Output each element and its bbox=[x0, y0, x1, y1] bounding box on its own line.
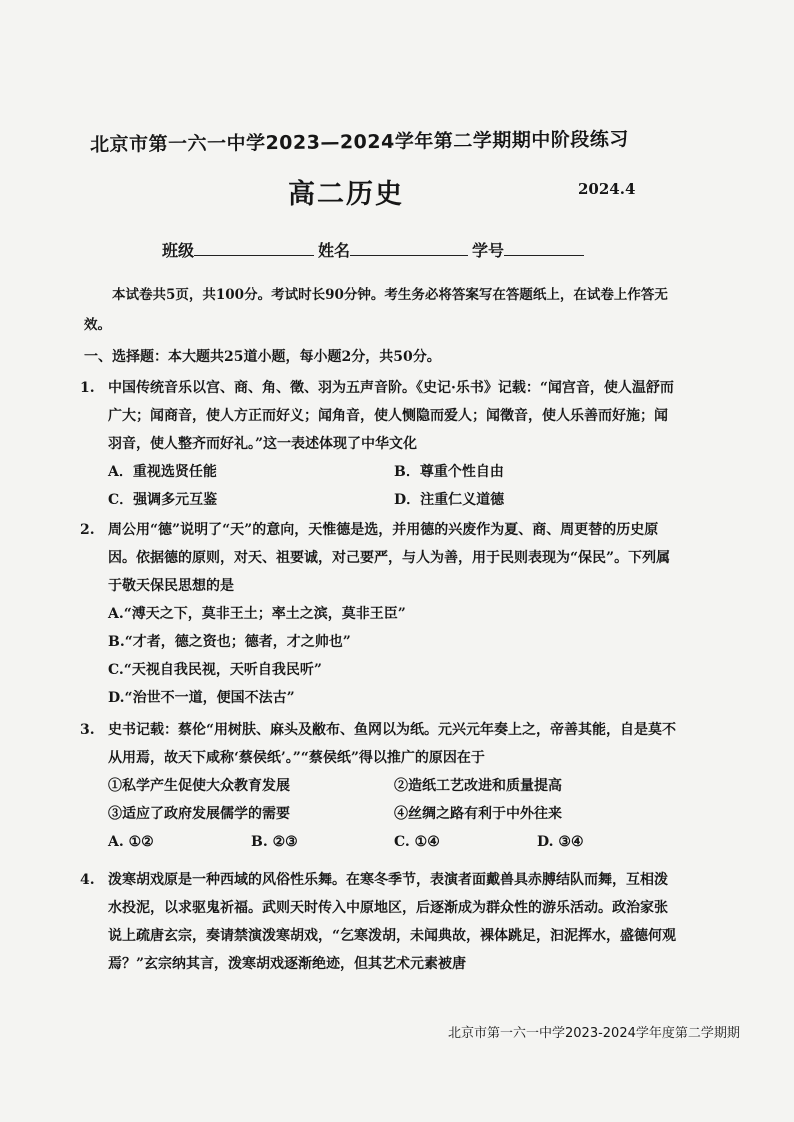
id-label: 学号 bbox=[472, 241, 505, 260]
question-number: 4. bbox=[80, 872, 95, 888]
option-d: D．注重仁义道德 bbox=[394, 492, 505, 508]
question-2 bbox=[80, 516, 680, 712]
question-number: 2. bbox=[80, 522, 95, 538]
statements bbox=[108, 772, 680, 828]
id-blank bbox=[504, 239, 584, 256]
option-d: D. ③④ bbox=[537, 834, 584, 850]
subject-title: 高二历史 bbox=[288, 179, 404, 210]
options bbox=[108, 600, 680, 712]
exam-date: 2024.4 bbox=[578, 180, 636, 198]
option-c: C.“天视自我民视，天听自我民听” bbox=[108, 662, 322, 678]
question-number: 3. bbox=[80, 722, 95, 738]
question-1 bbox=[80, 374, 680, 514]
statement-3: ③适应了政府发展儒学的需要 bbox=[108, 806, 290, 822]
page-footer: 北京市第一六一中学2023-2024学年度第二学期期 bbox=[448, 1026, 740, 1041]
option-d: D.“治世不一道，便国不法古” bbox=[108, 690, 295, 706]
option-c: C．强调多元互鉴 bbox=[108, 492, 218, 508]
exam-title: 北京市第一六一中学2023—2024学年第二学期期中阶段练习 bbox=[89, 128, 629, 156]
options bbox=[108, 828, 680, 856]
question-stem: 泼寒胡戏原是一种西域的风俗性乐舞。在寒冬季节，表演者面戴兽具赤膊结队而舞，互相泼水投泥，以求驱鬼祈福。武则天时传入中原地区，后逐渐成为群众性的游乐活动。政治家张说上疏唐玄宗，奏请禁演泼寒胡戏，“乞寒泼胡，未闻典故，裸体跳足，汩泥挥水，盛德何观焉？”玄宗纳其言，泼寒胡戏逐渐绝迹，但其艺术元素被唐 bbox=[108, 872, 677, 972]
option-b: B．尊重个性自由 bbox=[394, 464, 504, 480]
question-4 bbox=[80, 866, 680, 978]
class-label: 班级 bbox=[162, 241, 195, 260]
name-label: 姓名 bbox=[318, 241, 351, 260]
question-stem: 中国传统音乐以宫、商、角、徵、羽为五声音阶。《史记·乐书》记载：“闻宫音，使人温舒而广大；闻商音，使人方正而好义；闻角音，使人恻隐而爱人；闻徵音，使人乐善而好施；闻羽音，使人整齐而好礼。”这一表述体现了中华文化 bbox=[108, 380, 674, 452]
question-stem: 史书记载：蔡伦“用树肤、麻头及敝布、鱼网以为纸。元兴元年奏上之，帝善其能，自是莫不从用焉，故天下咸称‘蔡侯纸’。”“蔡侯纸”得以推广的原因在于 bbox=[108, 722, 677, 766]
option-c: C. ①④ bbox=[394, 834, 440, 850]
option-a: A．重视选贤任能 bbox=[108, 464, 217, 480]
section-heading: 一、选择题：本大题共25道小题，每小题2分，共50分。 bbox=[84, 349, 441, 365]
student-info-line bbox=[162, 238, 588, 261]
option-a: A. ①② bbox=[108, 834, 154, 850]
option-a: A.“溥天之下，莫非王土；率土之滨，莫非王臣” bbox=[108, 606, 406, 622]
option-b: B.“才者，德之资也；德者，才之帅也” bbox=[108, 634, 351, 650]
option-b: B. ②③ bbox=[251, 834, 298, 850]
instructions: 本试卷共5页，共100分。考试时长90分钟。考生务必将答案写在答题纸上，在试卷上作答无效。 bbox=[84, 287, 668, 333]
name-blank bbox=[350, 239, 468, 256]
question-stem: 周公用“德”说明了“天”的意向，天惟德是选，并用德的兴废作为夏、商、周更替的历史原因。依据德的原则，对天、祖要诚，对己要严，与人为善，用于民则表现为“保民”。下列属于敬天保民思想的是 bbox=[108, 522, 671, 594]
question-number: 1. bbox=[80, 380, 95, 396]
statement-4: ④丝绸之路有利于中外往来 bbox=[394, 806, 562, 822]
statement-2: ②造纸工艺改进和质量提高 bbox=[394, 778, 562, 794]
class-blank bbox=[194, 239, 314, 256]
statement-1: ①私学产生促使大众教育发展 bbox=[108, 778, 290, 794]
question-3 bbox=[80, 716, 680, 856]
options bbox=[108, 458, 680, 514]
